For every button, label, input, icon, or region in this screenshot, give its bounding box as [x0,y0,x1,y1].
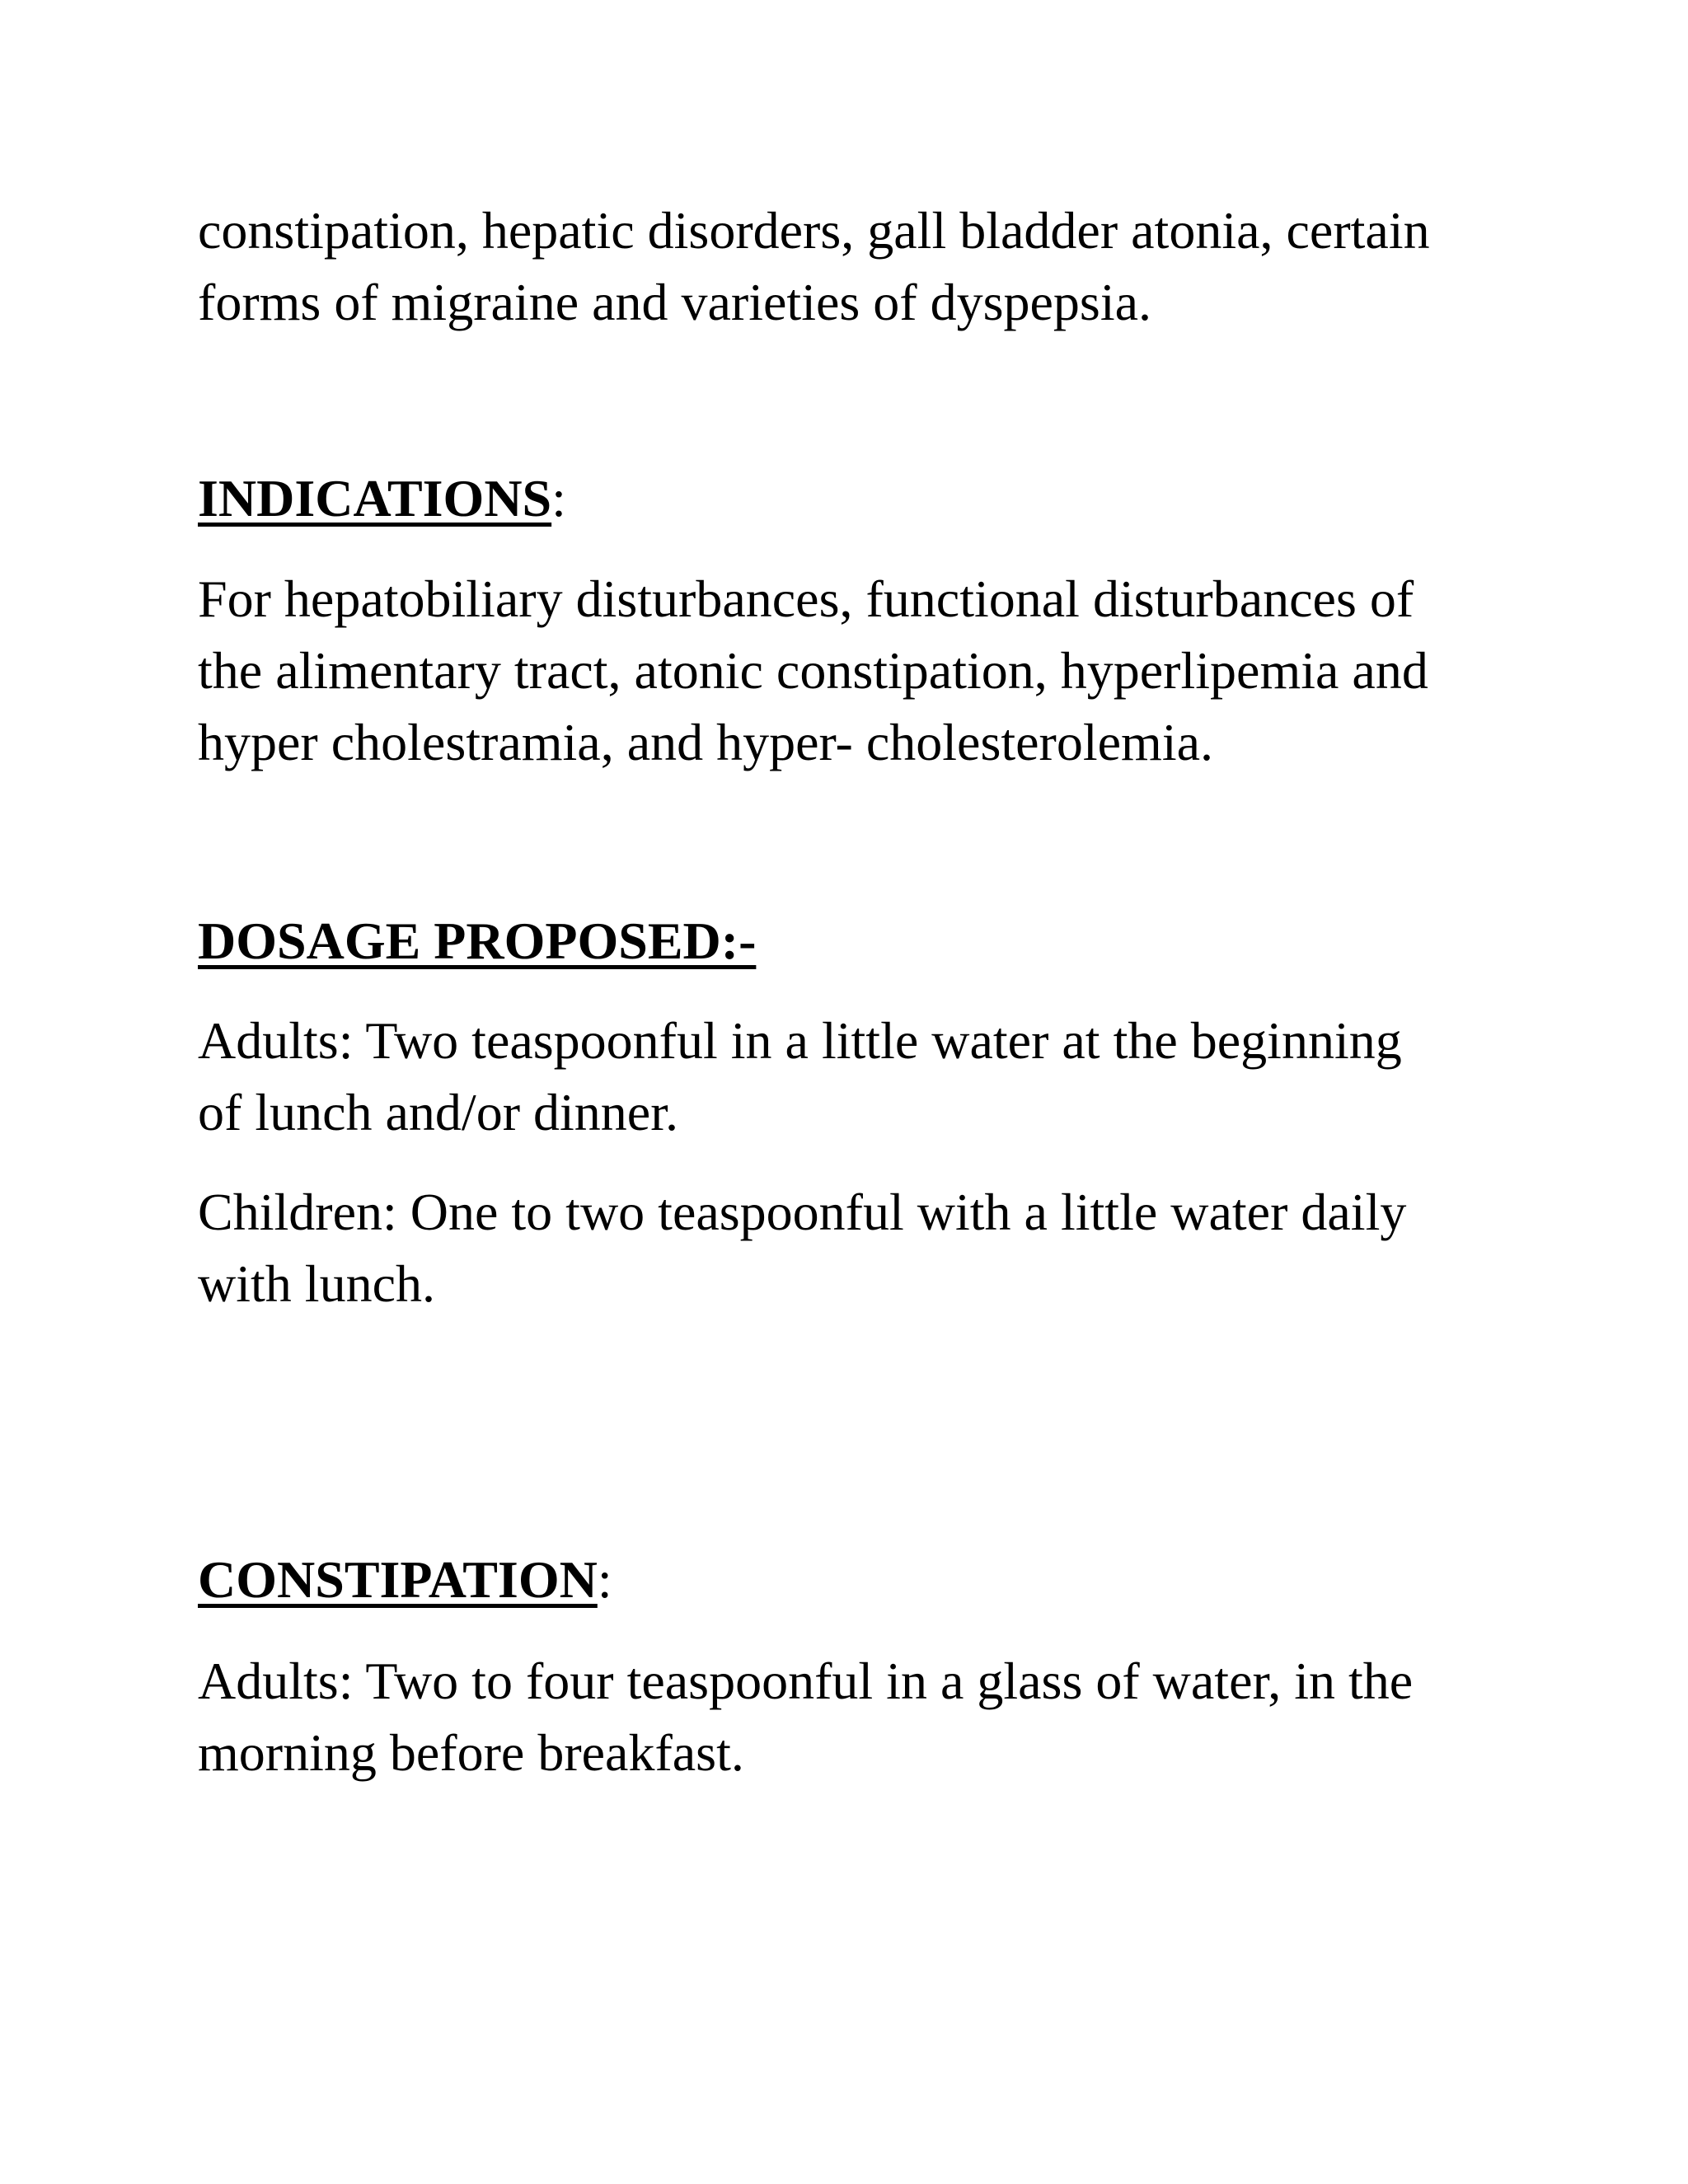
dosage-heading-title: DOSAGE PROPOSED:- [198,912,757,970]
indications-line-1: For hepatobiliary disturbances, functional disturbances of [198,569,1414,628]
indications-heading-colon: : [551,469,566,527]
indications-paragraph [198,563,1533,778]
dosage-children-paragraph [198,1176,1533,1319]
constipation-paragraph [198,1645,1533,1788]
indications-heading [198,462,566,534]
dosage-adults-paragraph [198,1005,1533,1148]
dosage-children-line-1: Children: One to two teaspoonful with a little water daily [198,1183,1407,1241]
constipation-line-2: morning before breakfast. [198,1723,744,1782]
dosage-adults-line-2: of lunch and/or dinner. [198,1083,678,1141]
constipation-heading-colon: : [597,1550,612,1609]
dosage-adults-line-1: Adults: Two teaspoonful in a little water at the beginning [198,1011,1402,1070]
constipation-line-1: Adults: Two to four teaspoonful in a glass of water, in the [198,1652,1414,1710]
constipation-heading [198,1544,612,1615]
intro-line-2: forms of migraine and varieties of dyspepsia. [198,273,1151,331]
dosage-children-line-2: with lunch. [198,1254,435,1313]
indications-heading-title: INDICATIONS [198,469,552,527]
indications-line-3: hyper cholestramia, and hyper- cholesterolemia. [198,713,1213,771]
intro-paragraph [198,194,1533,338]
indications-line-2: the alimentary tract, atonic constipation, hyperlipemia and [198,641,1428,700]
constipation-heading-title: CONSTIPATION [198,1550,598,1609]
dosage-heading [198,905,756,977]
intro-line-1: constipation, hepatic disorders, gall bladder atonia, certain [198,201,1430,260]
